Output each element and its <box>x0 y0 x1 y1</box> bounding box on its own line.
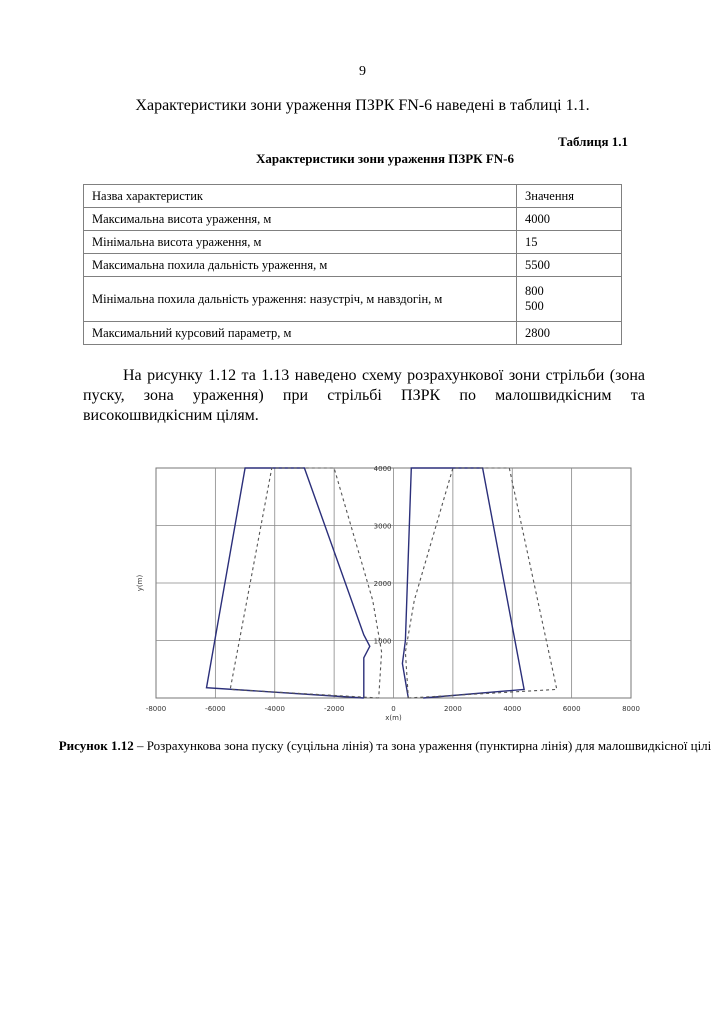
x-tick-label: 2000 <box>443 705 462 713</box>
row-value: 5500 <box>517 254 622 277</box>
header-value: Значення <box>517 185 622 208</box>
table-header-row <box>84 185 622 208</box>
row-name: Максимальний курсовий параметр, м <box>84 322 517 345</box>
row-value: 800 <box>525 284 544 298</box>
zone-chart <box>136 460 650 732</box>
characteristics-table <box>83 184 622 345</box>
x-tick-label: -2000 <box>323 705 345 713</box>
intro-text: Характеристики зони ураження ПЗРК FN-6 наведені в таблиці 1.1. <box>135 97 590 114</box>
y-tick-label: 1000 <box>373 637 392 646</box>
table-row <box>84 254 622 277</box>
row-name: Мінімальна висота ураження, м <box>84 231 517 254</box>
y-axis-label: y(m) <box>136 574 144 592</box>
caption-label: Рисунок 1.12 <box>58 738 134 753</box>
table-row <box>84 208 622 231</box>
body-paragraph <box>83 366 645 426</box>
row-name: Максимальна висота ураження, м <box>84 208 517 231</box>
row-value-cell <box>517 277 622 322</box>
table-row <box>84 231 622 254</box>
table-row <box>84 322 622 345</box>
x-tick-label: 4000 <box>503 705 522 713</box>
table-title: Характеристики зони ураження ПЗРК FN-6 <box>255 151 514 166</box>
row-name: Максимальна похила дальність ураження, м <box>84 254 517 277</box>
y-tick-label: 4000 <box>373 465 392 473</box>
paragraph-text: На рисунку 1.12 та 1.13 наведено схему розрахункової зони стрільби (зона пуску, зона ураження) при стрільбі ПЗРК по малошвидкісним та високошвидкісним цілям. <box>83 367 645 424</box>
row-value: 4000 <box>517 208 622 231</box>
table-number: Таблиця 1.1 <box>558 134 628 149</box>
x-tick-label: 6000 <box>562 705 581 713</box>
figure-caption <box>0 738 725 754</box>
caption-text: – Розрахункова зона пуску (суцільна лінія) та зона ураження (пунктирна лінія) для малошвидкісної цілі <box>133 738 712 753</box>
chart-grid <box>156 468 631 698</box>
x-tick-label: -4000 <box>264 705 285 713</box>
page-number: 9 <box>359 64 366 79</box>
row-value: 2800 <box>517 322 622 345</box>
y-tick-label: 2000 <box>373 580 392 588</box>
y-tick-label: 3000 <box>373 522 392 531</box>
row-value-secondary: 500 <box>525 299 544 313</box>
x-tick-label: 0 <box>391 705 396 713</box>
header-name: Назва характеристик <box>84 185 517 208</box>
chart-ticks <box>146 465 640 713</box>
table-row <box>84 277 622 322</box>
x-tick-label: -8000 <box>145 705 167 713</box>
x-tick-label: -6000 <box>205 705 226 713</box>
row-value: 15 <box>517 231 622 254</box>
x-tick-label: 8000 <box>622 705 640 713</box>
row-name: Мінімальна похила дальність ураження: назустріч, м навздогін, м <box>84 277 517 322</box>
x-axis-label: x(m) <box>385 714 402 722</box>
